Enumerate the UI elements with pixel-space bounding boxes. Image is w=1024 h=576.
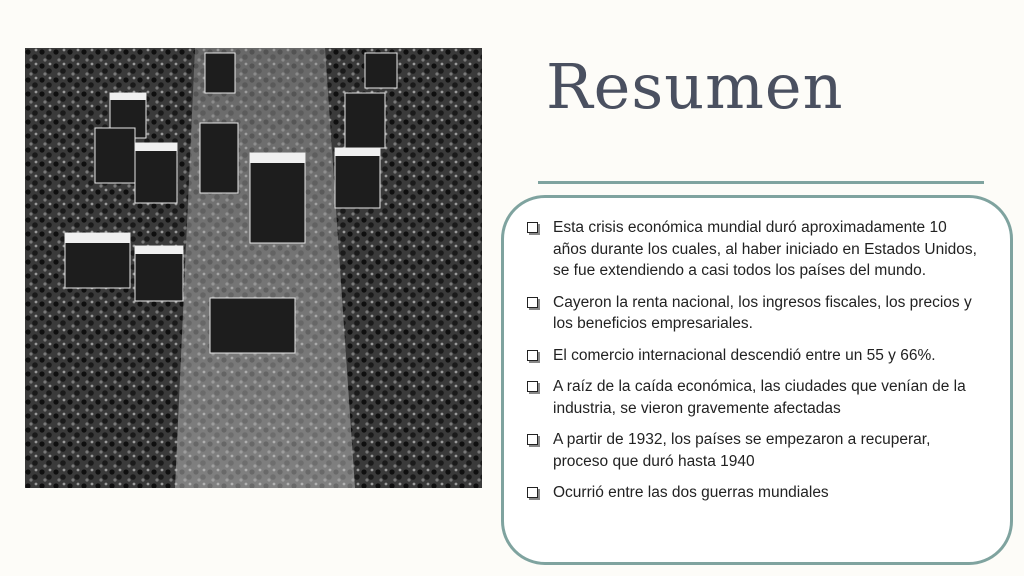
bullet-text: A partir de 1932, los países se empezaron a recuperar, proceso que duró hasta 1940: [553, 431, 931, 470]
checkbox-bullet-icon: [527, 487, 538, 498]
list-item: [527, 217, 977, 282]
bullet-text: Esta crisis económica mundial duró aproximadamente 10 años durante los cuales, al haber iniciado en Estados Unidos, se fue extendiendo a casi todos los países del mundo.: [553, 219, 977, 279]
checkbox-bullet-icon: [527, 381, 538, 392]
title-divider: [538, 181, 984, 184]
list-item: [527, 292, 977, 335]
summary-bullet-list: [527, 217, 977, 504]
checkbox-bullet-icon: [527, 297, 538, 308]
list-item: [527, 429, 977, 472]
bullet-text: A raíz de la caída económica, las ciudades que venían de la industria, se vieron gravemente afectadas: [553, 378, 966, 417]
bullet-text: Ocurrió entre las dos guerras mundiales: [553, 484, 829, 501]
crowd-photo-illustration: [25, 48, 482, 488]
crowd-photo: [25, 48, 482, 488]
checkbox-bullet-icon: [527, 434, 538, 445]
checkbox-bullet-icon: [527, 222, 538, 233]
list-item: [527, 482, 977, 504]
bullet-text: El comercio internacional descendió entre un 55 y 66%.: [553, 346, 936, 364]
checkbox-bullet-icon: [527, 350, 538, 361]
slide-title: Resumen: [546, 50, 844, 123]
list-item: [527, 376, 977, 419]
list-item: [527, 345, 977, 367]
bullet-text: Cayeron la renta nacional, los ingresos fiscales, los precios y los beneficios empresariales.: [553, 293, 972, 332]
